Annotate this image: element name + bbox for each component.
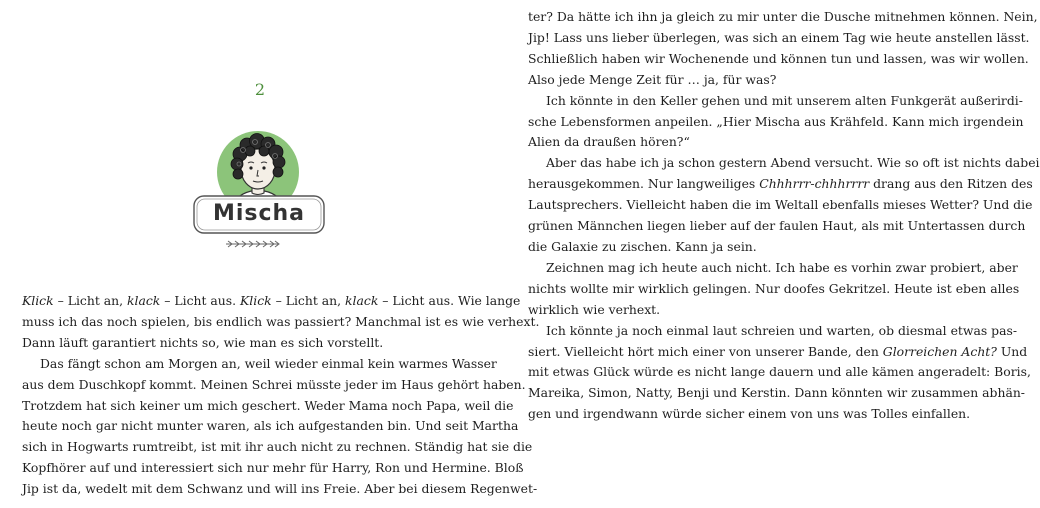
text-line [528, 362, 1040, 383]
text-segment: Kopfhörer auf und interessiert sich nur mehr für Harry, Ron und Hermine. Bloß [22, 460, 524, 476]
text-segment: Trotzdem hat sich keiner um mich geschert. Weder Mama noch Papa, weil die [22, 397, 514, 413]
text-line [528, 49, 1040, 70]
text-segment: Jip ist da, wedelt mit dem Schwanz und will ins Freie. Aber bei diesem Regenwet- [22, 481, 538, 497]
text-segment: – Licht an, [271, 293, 346, 308]
text-segment: Und [996, 343, 1028, 359]
text-line [528, 279, 1040, 300]
text-line [528, 70, 1040, 91]
text-segment: grünen Männchen liegen lieber auf der faulen Haut, als mit Untertassen durch [528, 218, 1026, 234]
text-line [22, 396, 539, 417]
text-line [528, 216, 1040, 237]
text-line [528, 342, 1040, 363]
text-segment: – Licht aus. Wie lange [378, 293, 521, 308]
italic-text: Klick [22, 293, 54, 308]
text-segment: wirklich wie verhext. [528, 301, 661, 317]
text-line [528, 28, 1040, 49]
text-segment: Mareika, Simon, Natty, Benji und Kerstin. Dann könnten wir zusammen abhän- [528, 385, 1025, 401]
italic-text: Chhhrrr-chhhrrrr [759, 176, 870, 192]
text-line [528, 132, 1040, 153]
text-line [528, 383, 1040, 404]
text-line [22, 291, 539, 312]
text-line [528, 321, 1040, 342]
text-line [22, 458, 539, 479]
text-segment: herausgekommen. Nur langweiliges [528, 176, 760, 192]
text-segment: Jip! Lass uns lieber überlegen, was sich an einem Tag wie heute anstellen lässt. [528, 29, 1030, 45]
text-segment: mit etwas Glück würde es nicht lange dauern und alle kämen angeradelt: Boris, [528, 364, 1031, 380]
text-segment: siert. Vielleicht hört mich einer von unserer Bande, den [528, 343, 883, 359]
text-line [22, 333, 539, 354]
italic-text: klack [345, 293, 379, 308]
text-line [528, 112, 1040, 133]
text-segment: ter? Da hätte ich ihn ja gleich zu mir unter die Dusche mitnehmen können. Nein, [528, 9, 1038, 24]
italic-text: Glorreichen Acht? [882, 343, 997, 359]
text-segment: nichts wollte mir wirklich gelingen. Nur doofes Gekritzel. Heute ist eben alles [528, 280, 1020, 296]
text-line [528, 7, 1040, 28]
text-segment: Schließlich haben wir Wochenende und können tun und lassen, was wir wollen. [528, 50, 1029, 66]
text-segment: Dann läuft garantiert nichts so, wie man es sich vorstellt. [22, 334, 384, 350]
italic-text: Klick [240, 293, 272, 308]
text-segment: Lautsprechers. Vielleicht haben die im Weltall ebenfalls mieses Wetter? Und die [528, 197, 1033, 213]
text-segment: – Licht an, [53, 293, 127, 308]
text-segment: Aber das habe ich ja schon gestern Abend versucht. Wie so oft ist nichts dabei [546, 155, 1040, 171]
text-line [22, 312, 539, 333]
boy-portrait-curly-hair-icon [180, 120, 340, 255]
text-line [22, 375, 539, 396]
text-line [22, 354, 539, 375]
text-segment: Ich könnte in den Keller gehen und mit unserem alten Funkgerät außerirdi- [546, 92, 1023, 108]
text-segment: Ich könnte ja noch einmal laut schreien und warten, ob diesmal etwas pas- [546, 322, 1018, 338]
text-segment: – Licht aus. [160, 293, 241, 308]
text-line [22, 437, 539, 458]
text-line [528, 174, 1040, 195]
text-line [528, 258, 1040, 279]
chapter-number: 2 [254, 80, 266, 99]
text-segment: Das fängt schon am Morgen an, weil wieder einmal kein warmes Wasser [40, 355, 497, 371]
chapter-emblem [180, 120, 340, 255]
text-segment: Also jede Menge Zeit für … ja, für was? [528, 71, 777, 87]
text-line [528, 404, 1040, 425]
text-line [528, 153, 1040, 174]
text-segment: muss ich das noch spielen, bis endlich was passiert? Manchmal ist es wie verhext. [22, 313, 540, 329]
text-segment: aus dem Duschkopf kommt. Meinen Schrei müsste jeder im Haus gehört haben. [22, 376, 526, 392]
text-segment: drang aus den Ritzen des [869, 176, 1033, 192]
text-line [528, 91, 1040, 112]
text-segment: die Galaxie zu zischen. Kann ja sein. [528, 238, 757, 254]
right-page [512, 0, 1040, 508]
text-line [22, 479, 539, 500]
text-line [528, 237, 1040, 258]
text-segment: Zeichnen mag ich heute auch nicht. Ich habe es vorhin zwar probiert, aber [546, 259, 1018, 275]
text-segment: sche Lebensformen anpeilen. „Hier Mischa aus Krähfeld. Kann mich irgendein [528, 113, 1024, 129]
italic-text: klack [127, 293, 161, 308]
emblem-name: Mischa [212, 201, 306, 226]
right-page-text [528, 7, 1040, 425]
text-segment: sich in Hogwarts rumtreibt, ist mit ihr auch nicht zu rechnen. Ständig hat sie die [22, 439, 533, 455]
text-segment: gen und irgendwann würde sicher einem von uns was Tolles einfallen. [528, 406, 971, 422]
text-segment: Alien da draußen hören?“ [528, 134, 690, 150]
text-line [22, 416, 539, 437]
text-line [528, 195, 1040, 216]
text-line [528, 300, 1040, 321]
text-segment: heute noch gar nicht munter waren, als ich aufgestanden bin. Und seit Martha [22, 418, 519, 434]
left-page-text [22, 291, 539, 500]
